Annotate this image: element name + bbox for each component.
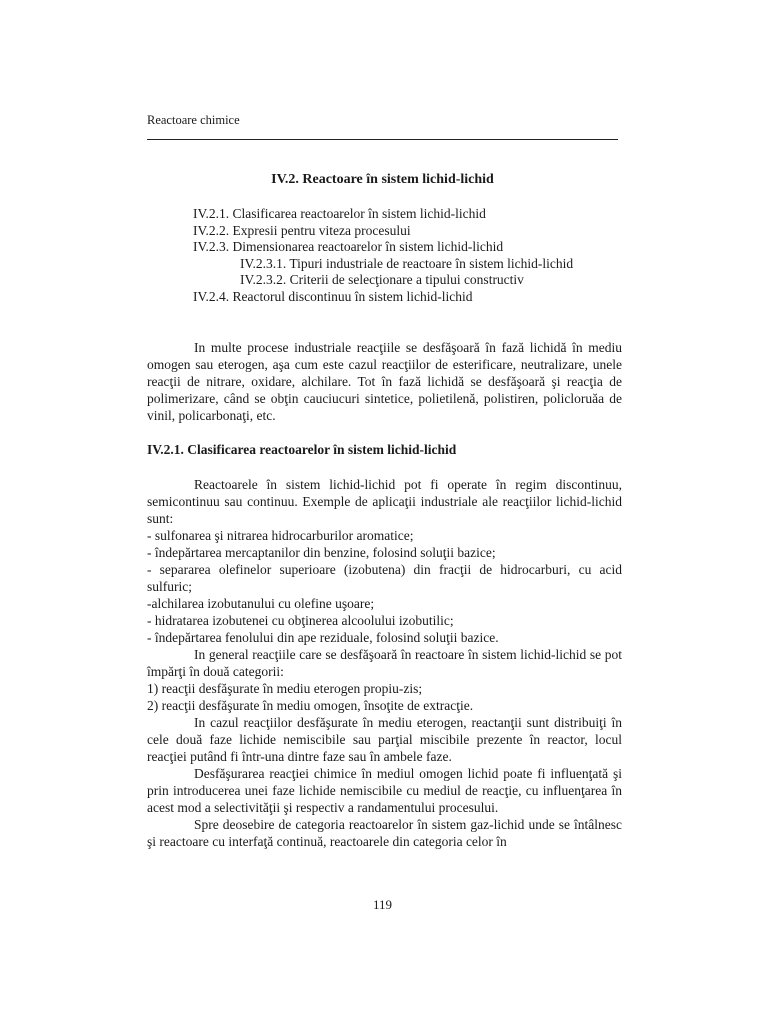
categories-intro-paragraph: In general reacţiile care se desfăşoară în reactoare în sistem lichid-lichid se pot împărţi în două categorii: — [147, 647, 622, 679]
toc-subitem: IV.2.3.2. Criterii de selecţionare a tipului constructiv — [240, 272, 524, 287]
running-header: Reactoare chimice — [147, 113, 240, 127]
example-item: -alchilarea izobutanului cu olefine uşoare; — [147, 596, 375, 611]
section-title: IV.2. Reactoare în sistem lichid-lichid — [271, 172, 494, 187]
homogeneous-paragraph: Desfăşurarea reacţiei chimice în mediul omogen lichid poate fi influenţată şi prin introducerea unei faze lichide nemiscibile cu mediul de reacţie, cu influenţarea în acest mod a selectivităţii şi respectiv a randamentului procesului. — [147, 766, 622, 815]
page-number: 119 — [372, 897, 393, 912]
example-item: - sulfonarea şi nitrarea hidrocarburilor aromatice; — [147, 528, 414, 543]
example-item: - îndepărtarea fenolului din ape reziduale, folosind soluţii bazice. — [147, 630, 499, 645]
toc-item: IV.2.2. Expresii pentru viteza procesului — [193, 222, 411, 238]
category-item: 2) reacţii desfăşurate în mediu omogen, însoţite de extracţie. — [147, 698, 474, 713]
toc-subitem: IV.2.3.1. Tipuri industriale de reactoare în sistem lichid-lichid — [240, 255, 574, 271]
intro-section — [147, 339, 622, 424]
subsection-intro-paragraph: Reactoarele în sistem lichid-lichid pot fi operate în regim discontinuu, semicontinuu sau continuu. Exemple de aplicaţii industriale ale reacţiilor lichid-lichid sunt: — [147, 477, 622, 526]
toc-item: IV.2.1. Clasificarea reactoarelor în sistem lichid-lichid — [193, 206, 486, 221]
toc-item: IV.2.3. Dimensionarea reactoarelor în sistem lichid-lichid — [193, 239, 504, 254]
subsection-body — [147, 476, 622, 850]
toc-item: IV.2.4. Reactorul discontinuu în sistem lichid-lichid — [193, 288, 473, 304]
example-item: - îndepărtarea mercaptanilor din benzine, folosind soluţii bazice; — [147, 545, 496, 560]
category-item: 1) reacţii desfăşurate în mediu eterogen propiu-zis; — [147, 681, 423, 696]
example-item: - hidratarea izobutenei cu obţinerea alcoolului izobutilic; — [147, 613, 454, 628]
intro-paragraph: In multe procese industriale reacţiile se desfăşoară în fază lichidă în mediu omogen sau eterogen, aşa cum este cazul reacţiilor de esterificare, neutralizare, unele reacţii de nitrare, oxidare, alchilare. Tot în fază lichidă se desfăşoară şi reacţia de polimerizare, când se obţin cauciucuri sintetice, polietilenă, polistiren, policloruăa de vinil, policarbonaţi, etc. — [147, 340, 622, 423]
header-divider — [147, 139, 618, 140]
continuation-paragraph: Spre deosebire de categoria reactoarelor în sistem gaz-lichid unde se întâlnesc şi reactoare cu interfaţă continuă, reactoarele din categoria celor în — [147, 817, 622, 849]
heterogeneous-paragraph: In cazul reacţiilor desfăşurate în mediu eterogen, reactanţii sunt distribuiţi în cele două faze lichide nemiscibile sau parţial miscibile prezente în reactor, locul reacţiei putând fi într-una dintre faze sau în ambele faze. — [147, 715, 622, 764]
subsection-heading: IV.2.1. Clasificarea reactoarelor în sistem lichid-lichid — [147, 442, 457, 457]
example-item: - separarea olefinelor superioare (izobutena) din fracţii de hidrocarburi, cu acid sulfuric; — [147, 562, 622, 594]
